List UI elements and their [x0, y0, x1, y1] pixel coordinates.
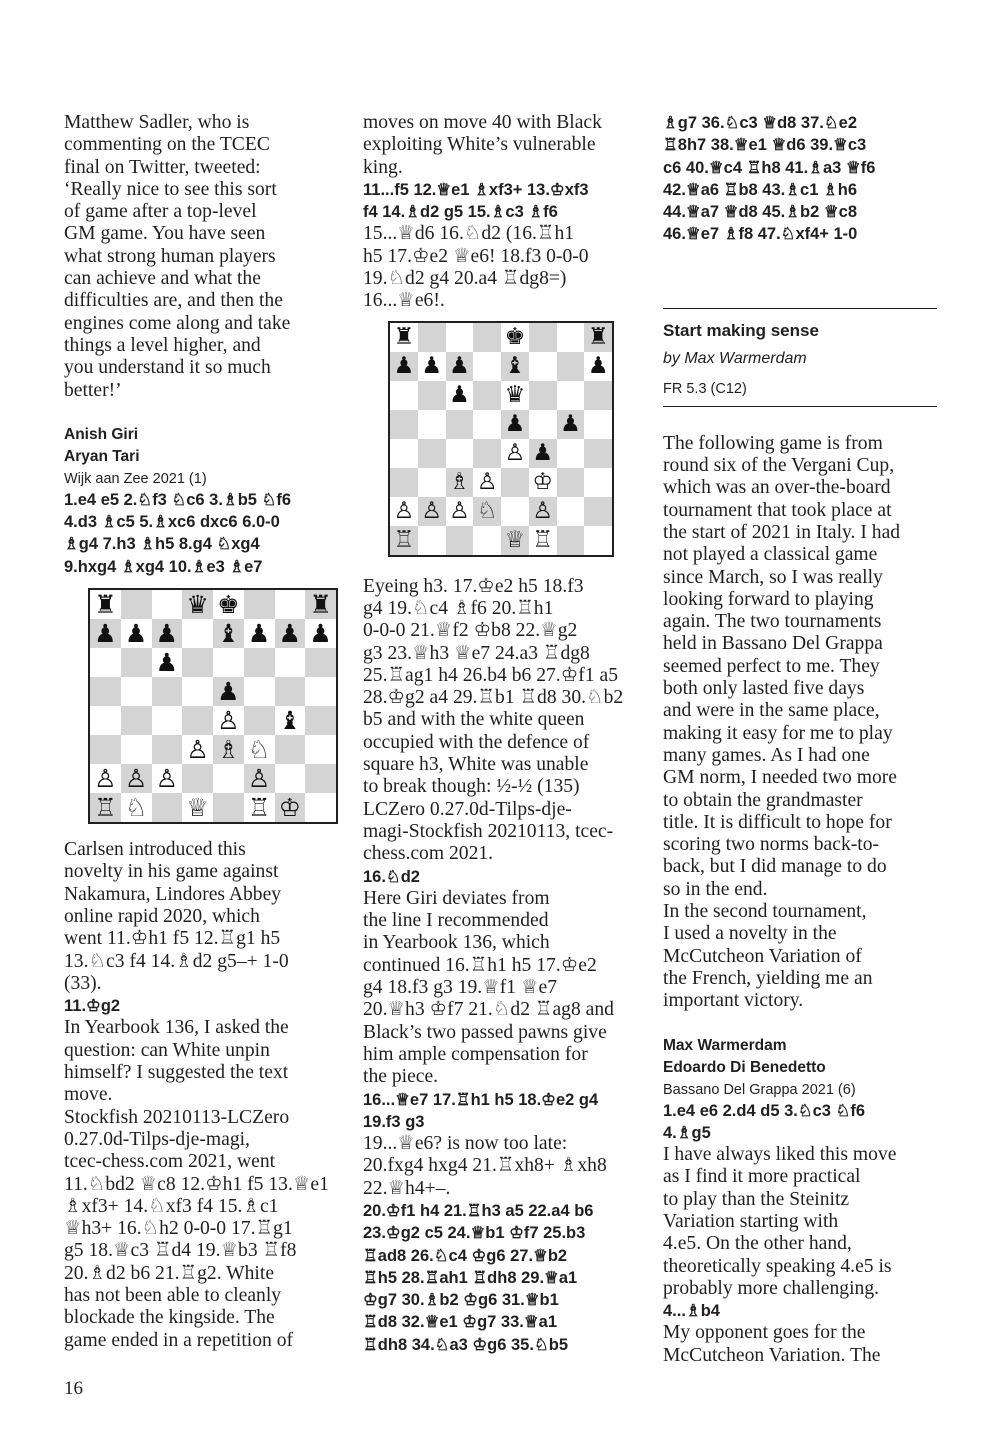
board-square [152, 793, 183, 822]
chess-piece: ♟ [390, 352, 418, 381]
board-square [557, 439, 585, 468]
article-byline: by Max Warmerdam [663, 349, 807, 367]
chess-piece: ♘ [244, 735, 275, 764]
board-square [305, 706, 336, 735]
board-square [244, 677, 275, 706]
chess-piece: ♟ [529, 439, 557, 468]
board-square [473, 352, 501, 381]
chess-piece: ♙ [152, 764, 183, 793]
commentary-paragraph: 15...♕d6 16.♘d2 (16.♖h1 h5 17.♔e2 ♕e6! 18.f3 0-0-0 19.♘d2 g4 20.a4 ♖dg8=) 16...♕e6!. [363, 223, 589, 312]
board-square [390, 468, 418, 497]
board-square [584, 410, 612, 439]
chess-piece: ♟ [446, 352, 474, 381]
chess-diagram [88, 588, 338, 824]
game-moves: 16...♕e7 17.♖h1 h5 18.♔e2 g4 19.f3 g3 [363, 1090, 599, 1131]
chess-piece: ♙ [473, 468, 501, 497]
board-square [418, 323, 446, 352]
game-moves: 1.e4 e6 2.d4 d5 3.♘c3 ♘f6 4.♗g5 [663, 1101, 866, 1142]
board-square [529, 323, 557, 352]
board-square [418, 468, 446, 497]
board-square [390, 439, 418, 468]
game-event: Wijk aan Zee 2021 (1) [64, 470, 207, 487]
board-square [584, 526, 612, 555]
chess-piece: ♟ [121, 619, 152, 648]
game-event: Bassano Del Grappa 2021 (6) [663, 1081, 856, 1098]
commentary-paragraph: Eyeing h3. 17.♔e2 h5 18.f3 g4 19.♘c4 ♗f6 20.♖h1 0-0-0 21.♕f2 ♔b8 22.♕g2 g3 23.♕h3 ♕e7 24.a3 ♖dg8 25.♖ag1 h4 26.b4 b6 27.♔f1 a5 28.♔g2 a4 29.♖b1 ♖d8 30.♘b2 b5 and with the white queen occupied with the defence of square h3, White was unable to break though: ½-½ (135) LCZero 0.27.0d-Tilps-dje- magi-Stockfish 20210113, tcec- chess.com 2021. [363, 575, 624, 865]
board-square [275, 764, 306, 793]
chess-piece: ♚ [501, 323, 529, 352]
chess-piece: ♙ [121, 764, 152, 793]
board-square [557, 468, 585, 497]
chess-piece: ♟ [275, 619, 306, 648]
board-square [446, 410, 474, 439]
commentary-paragraph: In Yearbook 136, I asked the question: can White unpin himself? I suggested the text move. Stockfish 20210113-LCZero 0.27.0d-Tilps-dje-magi, tcec-chess.com 2021, went 11.♘bd2 ♕c8 12.♔h1 f5 13.♕e1 ♗xf3+ 14.♘xf3 f4 15.♗c1 ♕h3+ 16.♘h2 0-0-0 17.♖g1 g5 18.♕c3 ♖d4 19.♕b3 ♖f8 20.♗d2 b6 21.♖g2. White has not been able to cleanly blockade the kingside. The game ended in a repetition of [64, 1017, 329, 1351]
chess-piece: ♖ [90, 793, 121, 822]
game-moves: ♗g7 36.♘c3 ♕d8 37.♘e2 ♖8h7 38.♕e1 ♕d6 39.♕c3 c6 40.♕c4 ♖h8 41.♗a3 ♕f6 42.♕a6 ♖b8 43.♗c1 ♗h6 44.♕a7 ♕d8 45.♗b2 ♕c8 46.♕e7 ♗f8 47.♘xf4+ 1-0 [663, 114, 876, 244]
board-square [152, 677, 183, 706]
chess-piece: ♟ [152, 619, 183, 648]
board-square [446, 323, 474, 352]
board-square [182, 764, 213, 793]
board-square [390, 410, 418, 439]
chess-piece: ♗ [446, 468, 474, 497]
board-square [557, 381, 585, 410]
chess-piece: ♝ [213, 619, 244, 648]
chess-piece: ♟ [446, 381, 474, 410]
chess-piece: ♖ [244, 793, 275, 822]
commentary-paragraph: I have always liked this move as I find it more practical to play than the Steinitz Variation starting with 4.e5. On the other hand, theoretically speaking 4.e5 is probably more challenging. [663, 1144, 897, 1299]
board-square [584, 381, 612, 410]
board-square [557, 497, 585, 526]
chess-piece: ♜ [584, 323, 612, 352]
game-moves: 11...f5 12.♕e1 ♗xf3+ 13.♔xf3 f4 14.♗d2 g5 15.♗c3 ♗f6 [363, 180, 589, 222]
game-moves: 1.e4 e5 2.♘f3 ♘c6 3.♗b5 ♘f6 4.d3 ♗c5 5.♗xc6 dxc6 6.0-0 ♗g4 7.h3 ♗h5 8.g4 ♘xg4 9.hxg4 ♗xg4 10.♗e3 ♗e7 [64, 490, 292, 576]
chess-piece: ♜ [390, 323, 418, 352]
chess-piece: ♙ [244, 764, 275, 793]
chess-piece: ♜ [305, 590, 336, 619]
chess-piece: ♟ [557, 410, 585, 439]
board-square [473, 323, 501, 352]
board-square [557, 526, 585, 555]
board-square [182, 619, 213, 648]
chess-piece: ♟ [584, 352, 612, 381]
board-square [305, 735, 336, 764]
board-square [305, 793, 336, 822]
board-square [418, 410, 446, 439]
board-square [418, 381, 446, 410]
chess-piece: ♟ [90, 619, 121, 648]
commentary-paragraph: 19...♕e6? is now too late: 20.fxg4 hxg4 21.♖xh8+ ♗xh8 22.♕h4+–. [363, 1133, 607, 1199]
black-player-name: Edoardo Di Benedetto [663, 1059, 826, 1076]
chess-piece: ♜ [90, 590, 121, 619]
chess-piece: ♝ [275, 706, 306, 735]
commentary-paragraph: moves on move 40 with Black exploiting White’s vulnerable king. [363, 112, 602, 178]
board-square [90, 735, 121, 764]
chess-piece: ♙ [501, 439, 529, 468]
chess-piece: ♟ [305, 619, 336, 648]
board-square [305, 764, 336, 793]
chess-piece: ♝ [501, 352, 529, 381]
game-move: 11.♔g2 [64, 997, 121, 1016]
board-square [213, 793, 244, 822]
board-square [275, 648, 306, 677]
chess-piece: ♙ [529, 497, 557, 526]
article-title: Start making sense [663, 320, 819, 340]
chess-piece: ♔ [529, 468, 557, 497]
chess-piece: ♛ [182, 590, 213, 619]
board-square [418, 439, 446, 468]
game-move: 4...♗b4 [663, 1302, 720, 1321]
board-square [121, 677, 152, 706]
board-square [529, 410, 557, 439]
board-square [213, 648, 244, 677]
chess-piece: ♚ [213, 590, 244, 619]
board-square [418, 526, 446, 555]
board-square [121, 648, 152, 677]
column-1 [64, 112, 336, 1352]
board-square [584, 497, 612, 526]
board-square [501, 497, 529, 526]
board-square [501, 468, 529, 497]
chess-piece: ♖ [529, 526, 557, 555]
chess-piece: ♙ [418, 497, 446, 526]
chess-piece: ♙ [390, 497, 418, 526]
commentary-paragraph: Carlsen introduced this novelty in his game against Nakamura, Lindores Abbey online rapid 2020, which went 11.♔h1 f5 12.♖g1 h5 13.♘c3 f4 14.♗d2 g5–+ 1-0 (33). [64, 839, 289, 994]
chess-diagram [388, 321, 614, 557]
chess-piece: ♔ [275, 793, 306, 822]
board-square [244, 590, 275, 619]
column-2 [363, 112, 640, 1356]
black-player-name: Aryan Tari [64, 448, 140, 466]
board-square [275, 735, 306, 764]
board-square [390, 381, 418, 410]
chess-piece: ♙ [182, 735, 213, 764]
board-square [182, 706, 213, 735]
chess-piece: ♟ [418, 352, 446, 381]
board-square [121, 735, 152, 764]
board-square [213, 764, 244, 793]
board-square [529, 352, 557, 381]
board-square [473, 439, 501, 468]
board-square [152, 735, 183, 764]
board-square [557, 352, 585, 381]
chess-piece: ♛ [501, 381, 529, 410]
chess-piece: ♗ [213, 735, 244, 764]
board-square [584, 468, 612, 497]
chess-piece: ♕ [182, 793, 213, 822]
column-3 [663, 112, 937, 1367]
board-square [90, 677, 121, 706]
board-square [121, 590, 152, 619]
chess-piece: ♟ [244, 619, 275, 648]
board-square [275, 590, 306, 619]
board-square [446, 526, 474, 555]
board-square [121, 706, 152, 735]
board-square [90, 648, 121, 677]
chess-piece: ♕ [501, 526, 529, 555]
board-square [557, 323, 585, 352]
board-square [305, 648, 336, 677]
board-square [182, 677, 213, 706]
board-square [446, 439, 474, 468]
article-intro: The following game is from round six of the Vergani Cup, which was an over-the-board tournament that took place at the start of 2021 in Italy. I had not played a classical game since March, so I was really looking forward to playing again. The two tournaments held in Bassano Del Grappa seemed perfect to me. They both only lasted five days and were in the same place, making it easy for me to play many games. As I had one GM norm, I needed two more to obtain the grandmaster title. It is difficult to hope for scoring two norms back-to- back, but I did manage to do so in the end. In the second tournament, I used a novelty in the McCutcheon Variation of the French, yielding me an important victory. [663, 432, 901, 1012]
board-square [473, 410, 501, 439]
board-square [182, 648, 213, 677]
chess-piece: ♙ [90, 764, 121, 793]
board-square [244, 648, 275, 677]
board-square [529, 381, 557, 410]
board-square [152, 706, 183, 735]
white-player-name: Anish Giri [64, 425, 139, 443]
board-square [473, 526, 501, 555]
game-move: 16.♘d2 [363, 867, 420, 886]
board-square [244, 706, 275, 735]
chess-piece: ♘ [121, 793, 152, 822]
board-square [152, 590, 183, 619]
board-square [275, 677, 306, 706]
opening-code: FR 5.3 (C12) [663, 380, 747, 397]
chess-piece: ♖ [390, 526, 418, 555]
commentary-paragraph: My opponent goes for the McCutcheon Variation. The [663, 1322, 881, 1366]
intro-paragraph: Matthew Sadler, who is commenting on the TCEC final on Twitter, tweeted: ‘Really nice to see this sort of game after a top-level GM game. You have seen what strong human players can achieve and what the difficulties are, and then the engines come along and take things a level higher, and you understand it so much better!’ [64, 112, 291, 401]
white-player-name: Max Warmerdam [663, 1036, 787, 1054]
chess-piece: ♟ [213, 677, 244, 706]
commentary-paragraph: Here Giri deviates from the line I recommended in Yearbook 136, which continued 16.♖h1 h5 17.♔e2 g4 18.f3 g3 19.♕f1 ♕e7 20.♕h3 ♔f7 21.♘d2 ♖ag8 and Black’s two passed pawns give him ample compensation for the piece. [363, 887, 614, 1088]
board-square [473, 381, 501, 410]
chess-piece: ♙ [446, 497, 474, 526]
game-moves: 20.♔f1 h4 21.♖h3 a5 22.a4 b6 23.♔g2 c5 24.♕b1 ♔f7 25.b3 ♖ad8 26.♘c4 ♔g6 27.♕b2 ♖h5 28.♖ah1 ♖dh8 29.♕a1 ♔g7 30.♗b2 ♔g6 31.♕b1 ♖d8 32.♕e1 ♔g7 33.♕a1 ♖dh8 34.♘a3 ♔g6 35.♘b5 [363, 1201, 594, 1354]
chess-piece: ♟ [152, 648, 183, 677]
page-number: 16 [64, 1378, 83, 1399]
chess-piece: ♟ [501, 410, 529, 439]
board-square [90, 706, 121, 735]
chess-piece: ♘ [473, 497, 501, 526]
board-square [584, 439, 612, 468]
chess-piece: ♙ [213, 706, 244, 735]
board-square [305, 677, 336, 706]
